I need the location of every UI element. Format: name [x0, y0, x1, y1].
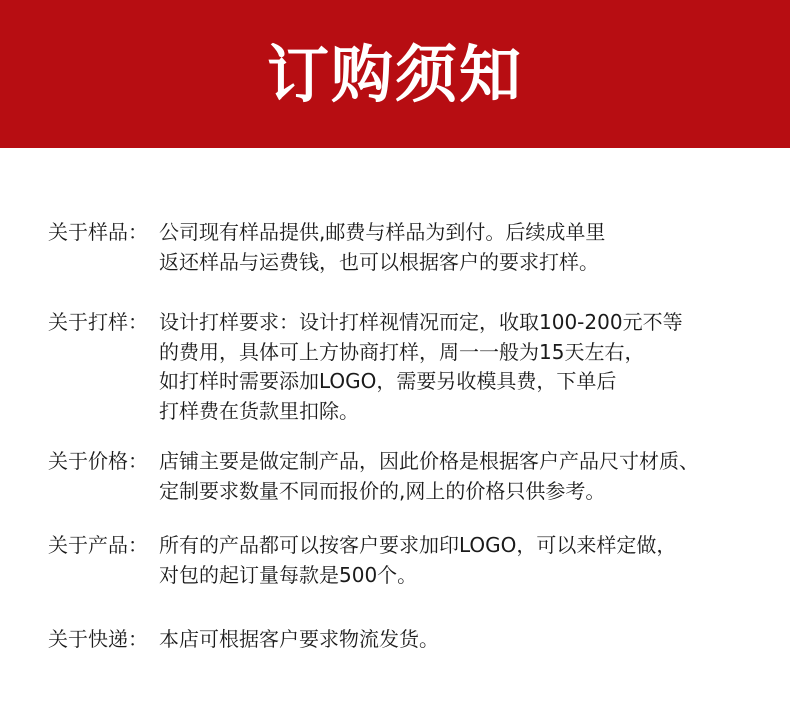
- section-line: 店铺主要是做定制产品，因此价格是根据客户产品尺寸材质、: [159, 449, 699, 473]
- section-line: 公司现有样品提供,邮费与样品为到付。后续成单里: [159, 220, 606, 244]
- section-line: 所有的产品都可以按客户要求加印LOGO，可以来样定做，: [159, 533, 677, 557]
- section-line: 定制要求数量不同而报价的,网上的价格只供参考。: [159, 478, 606, 503]
- section-line: 对包的起订量每款是500个。: [159, 562, 418, 587]
- title-banner: [0, 0, 790, 148]
- section-body: [159, 531, 769, 590]
- section-label: 关于样品：: [48, 220, 148, 244]
- section-label: 关于价格：: [48, 449, 148, 473]
- section-body: [159, 447, 769, 506]
- section-line: 本店可根据客户要求物流发货。: [159, 627, 439, 651]
- section-line: 设计打样要求：设计打样视情况而定，收取100-200元不等: [159, 310, 683, 334]
- page-title: 订购须知: [266, 38, 523, 111]
- section-body: [159, 625, 769, 655]
- section-body: [159, 218, 769, 277]
- section-body: [159, 308, 769, 426]
- section-line: 如打样时需要添加LOGO，需要另收模具费，下单后: [159, 369, 617, 393]
- section-line: 的费用，具体可上方协商打样，周一一般为15天左右，: [159, 339, 645, 364]
- section-line: 打样费在货款里扣除。: [159, 398, 359, 423]
- section-label: 关于产品：: [48, 533, 148, 557]
- section-label: 关于快递：: [48, 627, 148, 651]
- section-label: 关于打样：: [48, 310, 148, 334]
- section-line: 返还样品与运费钱，也可以根据客户的要求打样。: [159, 249, 599, 274]
